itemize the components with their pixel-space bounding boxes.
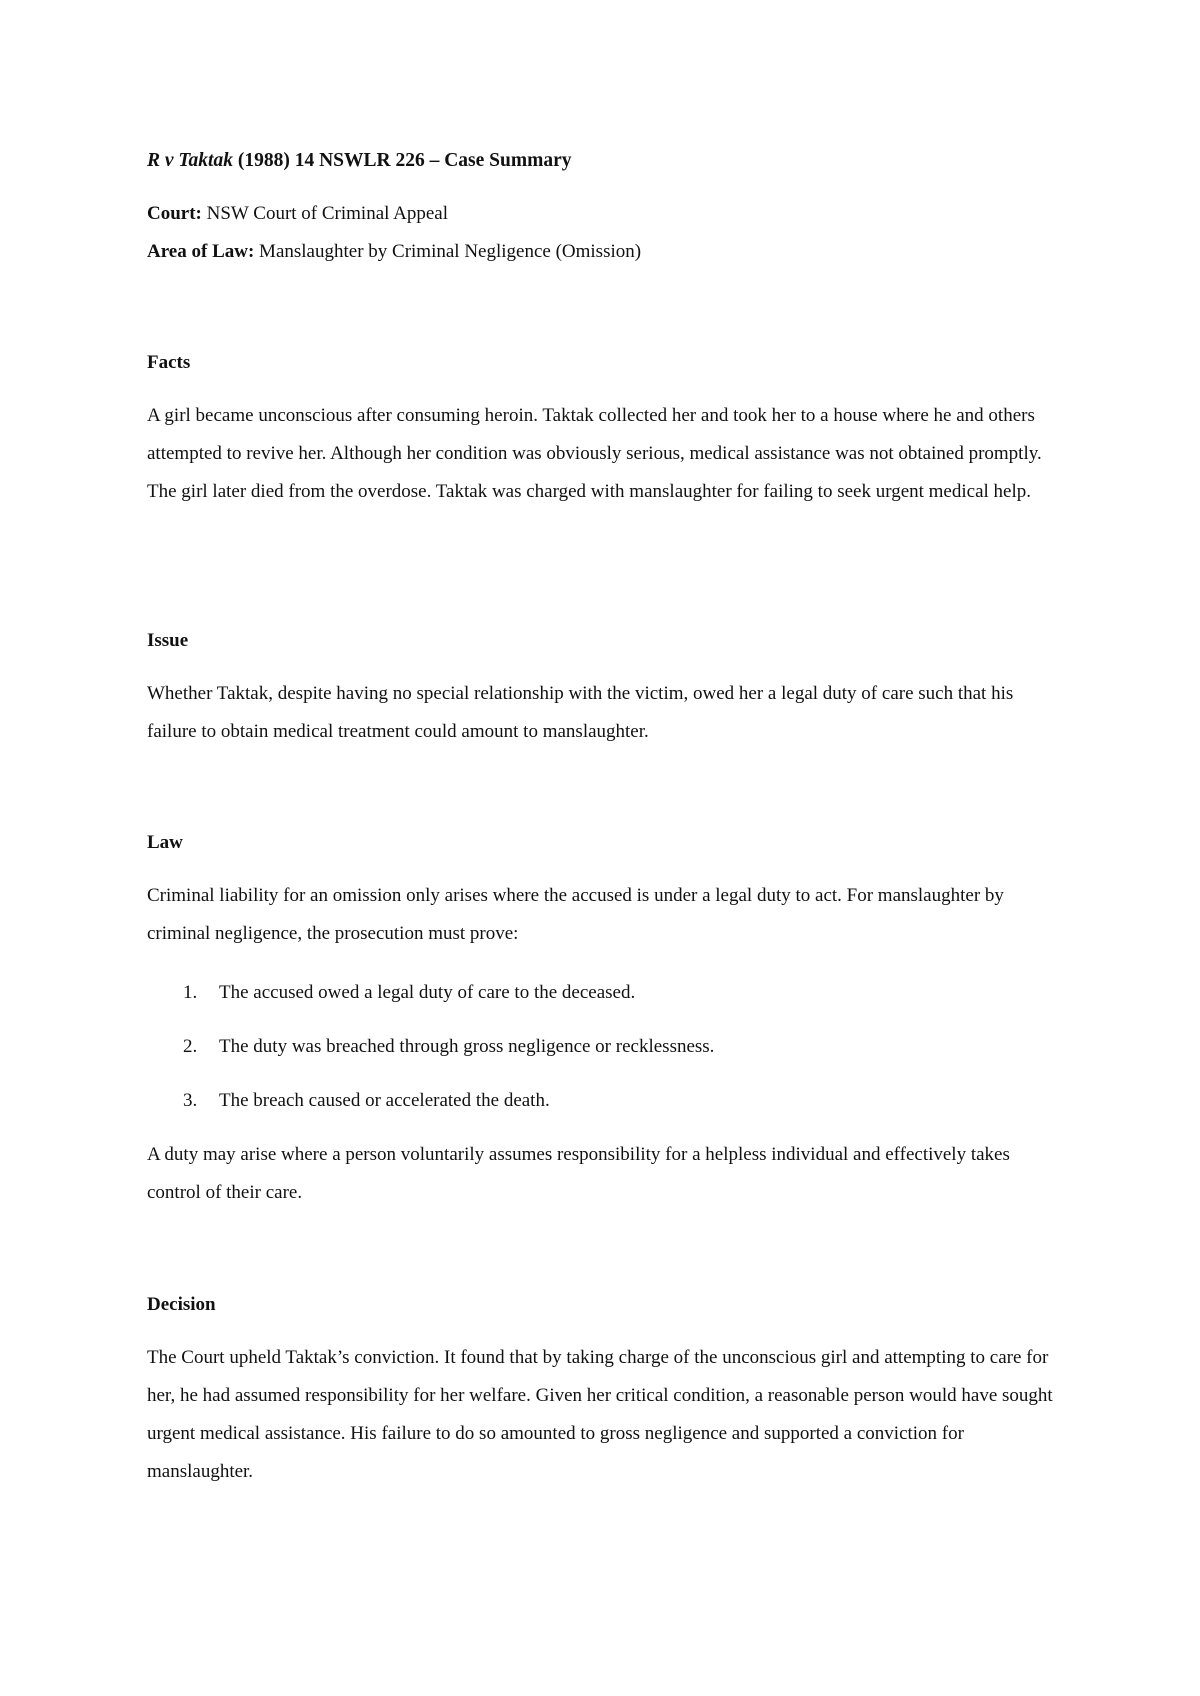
list-item — [147, 1028, 714, 1082]
list-number: 2. — [183, 1036, 198, 1057]
area-label: Area of Law: — [147, 241, 255, 262]
issue-heading: Issue — [147, 630, 189, 651]
case-citation: (1988) 14 NSWLR 226 – Case Summary — [232, 150, 572, 171]
facts-heading: Facts — [147, 352, 191, 373]
issue-paragraph: Whether Taktak, despite having no special relationship with the victim, owed her a legal duty of care such that his failure to obtain medical treatment could amount to manslaughter. — [147, 683, 1014, 742]
law-outro-paragraph: A duty may arise where a person voluntarily assumes responsibility for a helpless individual and effectively takes control of their care. — [147, 1144, 1010, 1203]
area-of-law-line — [147, 233, 641, 271]
page-title — [147, 142, 572, 180]
court-line — [147, 195, 448, 233]
decision-paragraph: The Court upheld Taktak’s conviction. It found that by taking charge of the unconscious girl and attempting to care for her, he had assumed responsibility for her welfare. Given her critical condition, a reasonable person would have sought urgent medical assistance. His failure to do so amounted to gross negligence and supported a conviction for manslaughter. — [147, 1347, 1053, 1482]
decision-heading: Decision — [147, 1294, 216, 1315]
law-intro-paragraph: Criminal liability for an omission only arises where the accused is under a legal duty to act. For manslaughter by criminal negligence, the prosecution must prove: — [147, 885, 1004, 944]
facts-paragraph: A girl became unconscious after consuming heroin. Taktak collected her and took her to a house where he and others attempted to revive her. Although her condition was obviously serious, medical assistance was not obtained promptly. The girl later died from the overdose. Taktak was charged with manslaughter for failing to seek urgent medical help. — [147, 405, 1042, 502]
list-item — [147, 1082, 714, 1136]
list-item — [147, 974, 714, 1028]
list-number: 3. — [183, 1090, 198, 1111]
list-item-text: The accused owed a legal duty of care to the deceased. — [219, 982, 636, 1003]
list-number: 1. — [183, 982, 198, 1003]
law-elements-list — [147, 974, 714, 1136]
court-label: Court: — [147, 203, 202, 224]
document-page — [147, 0, 1067, 1696]
case-name: R v Taktak — [147, 150, 233, 171]
court-value: NSW Court of Criminal Appeal — [201, 203, 448, 224]
law-heading: Law — [147, 832, 183, 853]
list-item-text: The breach caused or accelerated the death. — [219, 1090, 550, 1111]
area-value: Manslaughter by Criminal Negligence (Omission) — [254, 241, 642, 262]
list-item-text: The duty was breached through gross negligence or recklessness. — [219, 1036, 715, 1057]
